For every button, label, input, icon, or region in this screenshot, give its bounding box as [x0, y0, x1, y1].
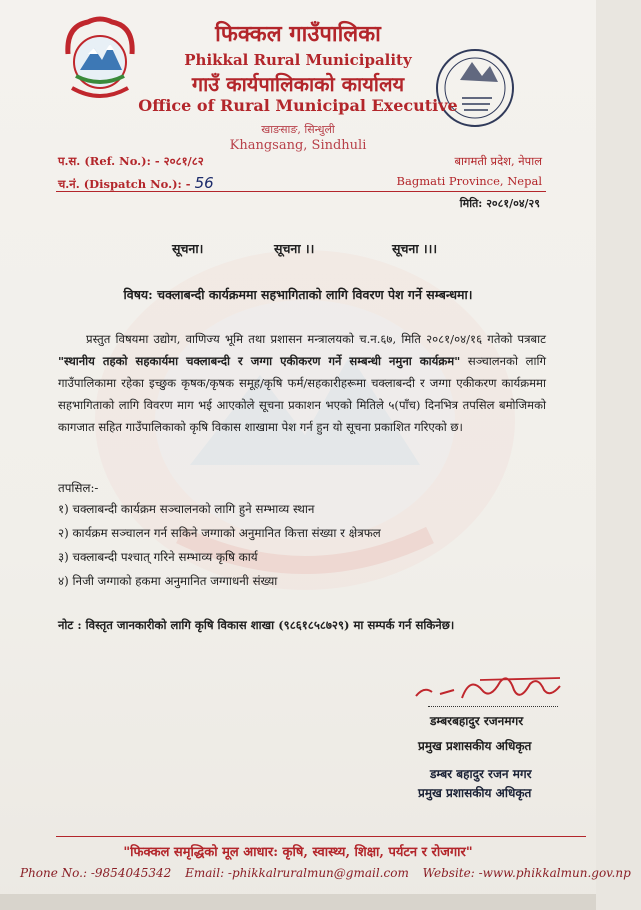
stamp-title: प्रमुख प्रशासकीय अधिकृत — [418, 786, 532, 800]
office-name-english: Office of Rural Municipal Executive — [138, 96, 458, 115]
reference-value: २०८१/८२ — [163, 154, 204, 168]
list-item: ४) निजी जग्गाको हकमा अनुमानित जग्गाधनी संख्या — [58, 574, 278, 588]
province-english: Bagmati Province, Nepal — [396, 174, 542, 188]
body-text-part2: सञ्चालनको लागि गाउँपालिकामा रहेका इच्छुक कृषक/कृषक समूह/कृषि फर्म/सहकारीहरूमा चक्लाबन्दी र जग्गा एकीकरण कार्यक्रममा सहभागिताको लागि विवरण माग भई आएकोले सूचना प्रकाशन भएको मितिले ५(पाँच) दिनभित्र तपसिल बमोजिमको कागजात सहित गाउँपालिकाको कृषि विकास शाखामा पेश गर्न हुन यो सूचना प्रकाशित गरिएको छ। — [58, 354, 546, 434]
dispatch-value: 56 — [194, 174, 214, 192]
signatory-name: डम्बरबहादुर रजनमगर — [430, 714, 524, 728]
dispatch-label: च.नं. (Dispatch No.): - — [58, 177, 191, 191]
footer-divider — [56, 836, 586, 837]
stamp-name: डम्बर बहादुर रजन मगर — [430, 767, 532, 781]
handwritten-signature — [410, 668, 570, 708]
footer-slogan: "फिक्कल समृद्धिको मूल आधार: कृषि, स्वास्थ्य, शिक्षा, पर्यटन र रोजगार" — [123, 845, 473, 860]
body-program-name: "स्थानीय तहको सहकार्यमा चक्लाबन्दी र जग्गा एकीकरण गर्ने सम्बन्धी नमुना कार्यक्रम" — [58, 354, 461, 368]
place-english: Khangsang, Sindhuli — [229, 138, 367, 153]
signatory-title: प्रमुख प्रशासकीय अधिकृत — [418, 739, 532, 753]
body-paragraph — [58, 328, 546, 438]
signature-line — [428, 706, 558, 707]
reference-label: प.स. (Ref. No.): - — [58, 154, 160, 168]
body-text-part1: प्रस्तुत विषयमा उद्योग, वाणिज्य भूमि तथा प्रशासन मन्त्रालयको च.न.६७, मिति २०८१/०४/१६ गतेको पत्रबाट — [86, 332, 546, 346]
header-divider — [56, 191, 546, 192]
footer-phone: Phone No.: -9854045342 — [20, 866, 172, 880]
contact-note: नोट : विस्तृत जानकारीको लागि कृषि विकास शाखा (९८६१८५८७२९) मा सम्पर्क गर्न सकिनेछ। — [58, 618, 455, 632]
footer-email: Email: -phikkalruralmun@gmail.com — [185, 866, 409, 880]
list-item: ३) चक्लाबन्दी पश्चात् गरिने सम्भाव्य कृषि कार्य — [58, 550, 258, 564]
details-heading: तपसिल:- — [58, 481, 99, 495]
notice-title-1: सूचना। — [172, 241, 204, 256]
province-nepali: बागमती प्रदेश, नेपाल — [454, 154, 542, 168]
letter-date: मिति: २०८१/०४/२९ — [459, 197, 540, 210]
dispatch-number — [58, 174, 214, 192]
office-name-nepali: गाउँ कार्यपालिकाको कार्यालय — [191, 72, 405, 96]
notice-title-2: सूचना ।। — [274, 241, 315, 256]
place-nepali: खाङसाङ, सिन्धुली — [261, 123, 335, 136]
footer-website: Website: -www.phikkalmun.gov.np — [422, 866, 631, 880]
municipality-name-nepali: फिक्कल गाउँपालिका — [215, 21, 381, 47]
page-bottom-edge — [0, 894, 596, 910]
list-item: १) चक्लाबन्दी कार्यक्रम सञ्चालनको लागि हुने सम्भाव्य स्थान — [58, 502, 315, 516]
footer-contact — [20, 866, 641, 880]
notice-title-3: सूचना ।।। — [392, 241, 438, 256]
municipality-name-english: Phikkal Rural Municipality — [184, 51, 412, 69]
list-item: २) कार्यक्रम सञ्चालन गर्न सकिने जग्गाको अनुमानित कित्ता संख्या र क्षेत्रफल — [58, 526, 381, 540]
letter-subject: विषय: चक्लाबन्दी कार्यक्रममा सहभागिताको लागि विवरण पेश गर्ने सम्बन्धमा। — [123, 287, 473, 302]
reference-number — [58, 154, 204, 169]
